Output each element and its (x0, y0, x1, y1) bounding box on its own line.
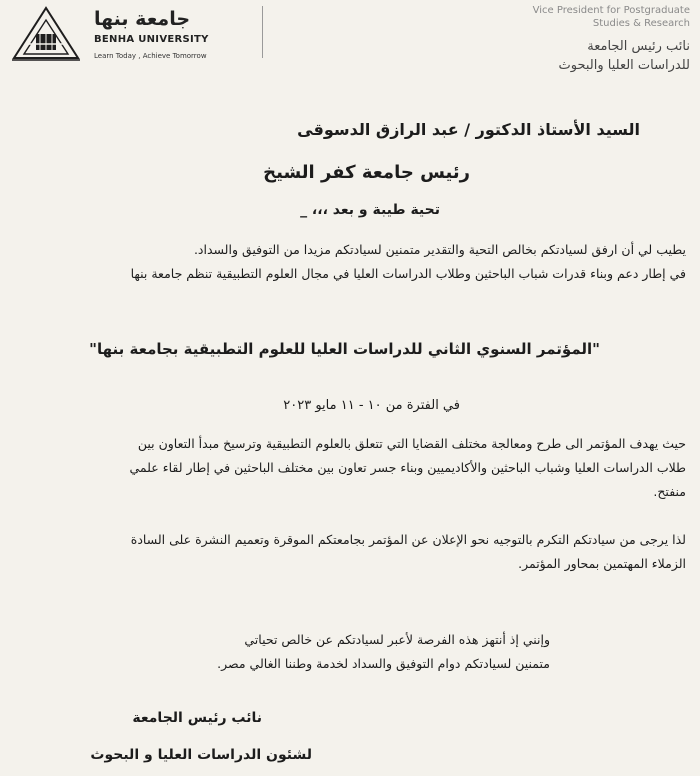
paragraph-closing (30, 628, 550, 676)
paragraph-closing-line2: متمنين لسيادتكم دوام التوفيق والسداد لخدمة وطننا الغالي مصر. (217, 656, 550, 671)
vp-title-english (533, 4, 690, 30)
paragraph-intro-line1: يطيب لي أن ارفق لسيادتكم بخالص التحية والتقدير متمنين لسيادتكم مزيدا من التوفيق والسداد. (193, 242, 686, 257)
conference-name: "المؤتمر السنوي الثاني للدراسات العليا للعلوم التطبيقية بجامعة بنها" (89, 340, 600, 358)
vp-title-arabic-line1: نائب رئيس الجامعة (587, 39, 690, 54)
header-divider (262, 6, 263, 58)
vp-title-arabic-line2: للدراسات العليا والبحوث (558, 58, 690, 73)
paragraph-request-line1: لذا يرجى من سيادتكم التكرم بالتوجيه نحو الإعلان عن المؤتمر بجامعتكم الموقرة وتعميم النشرة على السادة (130, 532, 686, 547)
vp-title-english-line2: Studies & Research (592, 18, 690, 29)
paragraph-goals-line1: حيث يهدف المؤتمر الى طرح ومعالجة مختلف القضايا التي تتعلق بالعلوم التطبيقية وترسيخ مبدأ التعاون بين (137, 436, 686, 451)
signature-department: لشئون الدراسات العليا و البحوث (90, 747, 312, 763)
paragraph-request (10, 528, 686, 576)
university-name-arabic: جامعة بنها (94, 8, 191, 30)
vp-title-english-line1: Vice President for Postgraduate (532, 5, 690, 16)
addressee-title: رئيس جامعة كفر الشيخ (263, 162, 470, 183)
paragraph-goals (10, 432, 686, 504)
university-name-english: BENHA UNIVERSITY (94, 34, 209, 45)
letterhead-left (8, 4, 248, 64)
conference-date: في الفترة من ١٠ - ١١ مايو ٢٠٢٣ (283, 398, 460, 413)
greeting: تحية طيبة و بعد ،،، _ (300, 202, 440, 218)
paragraph-request-line2: الزملاء المهتمين بمحاور المؤتمر. (518, 556, 686, 571)
paragraph-closing-line1: وإنني إذ أنتهز هذه الفرصة لأعبر لسيادتكم عن خالص تحياتي (244, 632, 550, 647)
paragraph-goals-line3: منفتح. (653, 484, 686, 499)
benha-university-logo-icon (8, 4, 84, 62)
letterhead-right (533, 4, 690, 75)
paragraph-intro (10, 238, 686, 286)
signature-title: نائب رئيس الجامعة (132, 710, 262, 726)
paragraph-intro-line2: في إطار دعم وبناء قدرات شباب الباحثين وطلاب الدراسات العليا في مجال العلوم التطبيقية تنظم جامعة بنها (130, 266, 686, 281)
addressee: السيد الأستاذ الدكتور / عبد الرازق الدسوقى (297, 120, 640, 139)
university-tagline: Learn Today , Achieve Tomorrow (94, 52, 207, 60)
vp-title-arabic (533, 37, 690, 75)
paragraph-goals-line2: طلاب الدراسات العليا وشباب الباحثين والأكاديميين وبناء جسر تعاون بين مختلف الباحثين في إطار لقاء علمي (129, 460, 686, 475)
